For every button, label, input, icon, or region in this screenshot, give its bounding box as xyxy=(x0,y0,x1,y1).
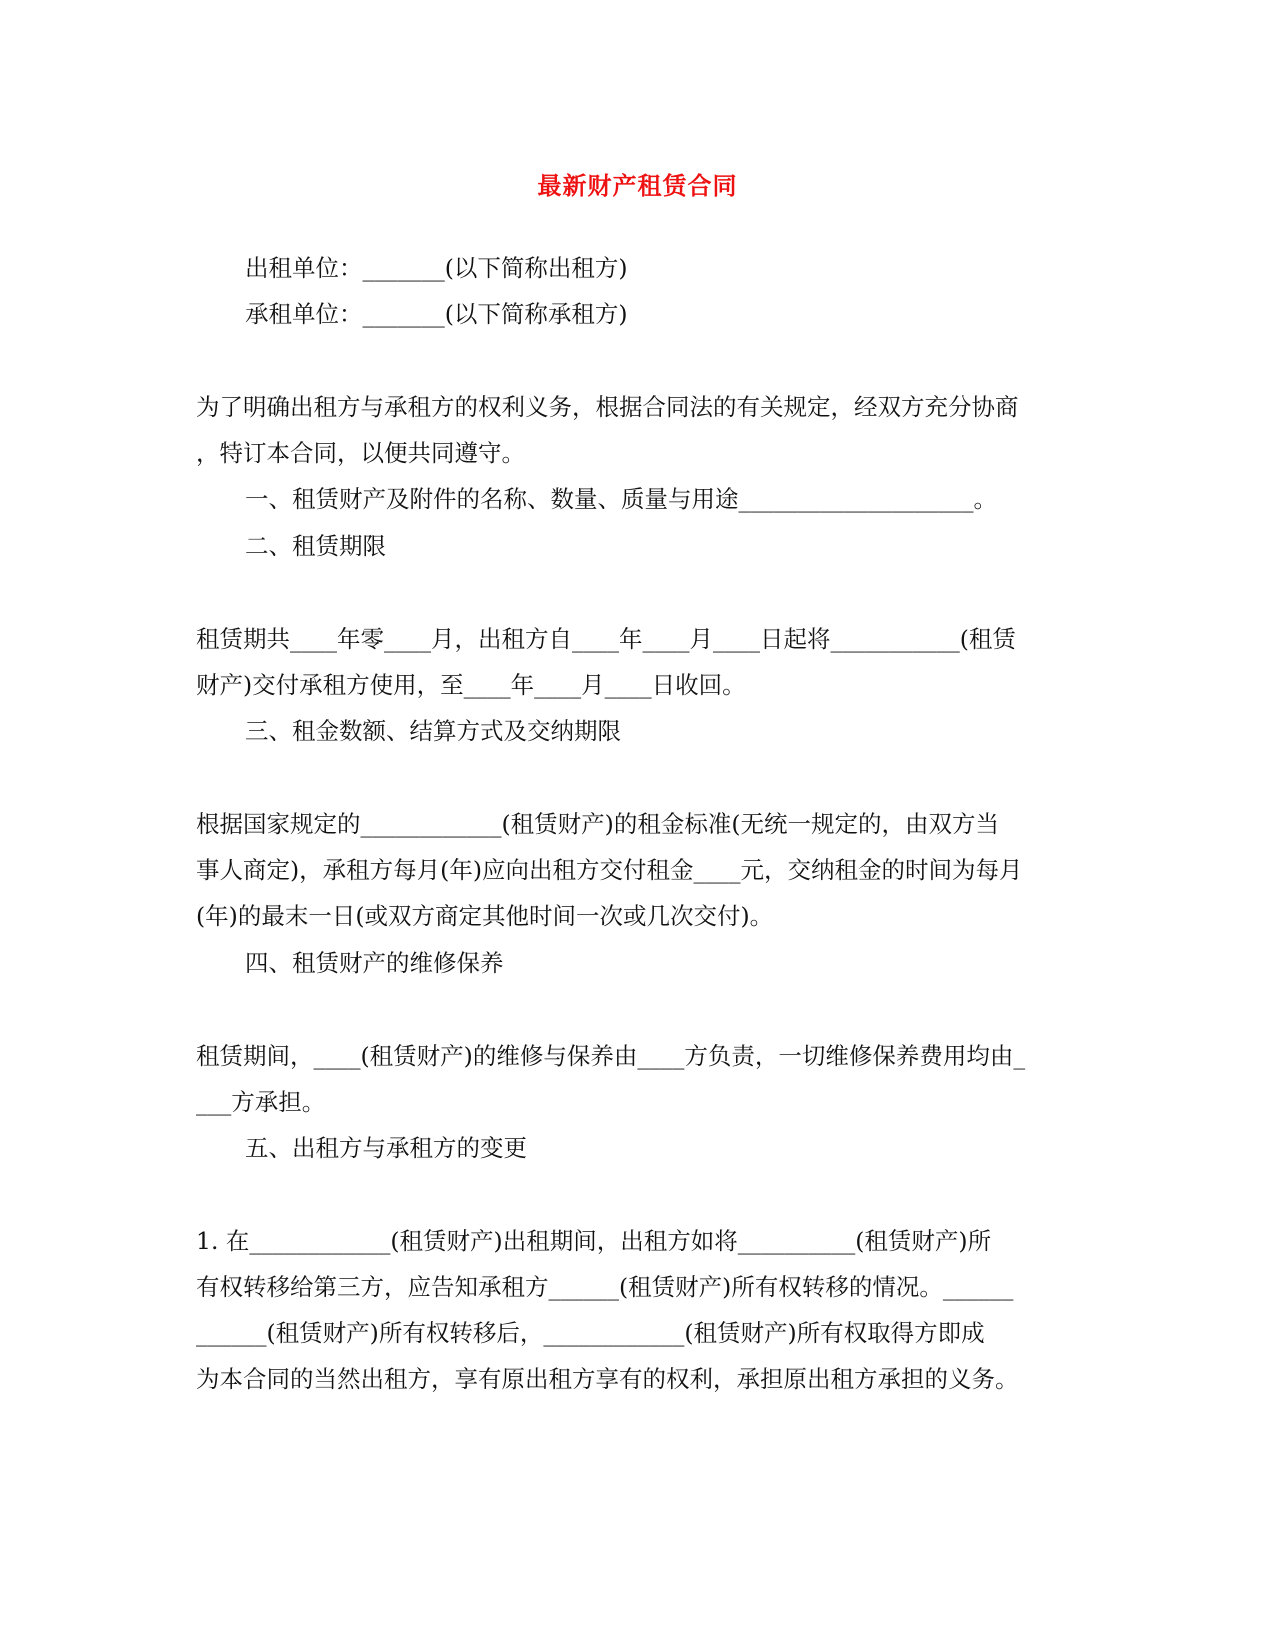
section-3-line-1: 根据国家规定的____________(租赁财产)的租金标准(无统一规定的，由双方当 xyxy=(196,810,1000,838)
section-5-heading: 五、出租方与承租方的变更 xyxy=(245,1134,527,1162)
section-5-line-3: ______(租赁财产)所有权转移后，____________(租赁财产)所有权取得方即成 xyxy=(196,1319,985,1347)
lessee-line: 承租单位：_______(以下简称承租方) xyxy=(245,300,628,328)
section-3-line-3: (年)的最末一日(或双方商定其他时间一次或几次交付)。 xyxy=(196,902,774,930)
section-4-heading: 四、租赁财产的维修保养 xyxy=(245,949,504,977)
section-4-line-1: 租赁期间，____(租赁财产)的维修与保养由____方负责，一切维修保养费用均由_ xyxy=(196,1042,1026,1070)
preamble-line-1: 为了明确出租方与承租方的权利义务，根据合同法的有关规定，经双方充分协商 xyxy=(196,393,1019,421)
section-2-heading: 二、租赁期限 xyxy=(245,532,386,560)
section-5-line-4: 为本合同的当然出租方，享有原出租方享有的权利，承担原出租方承担的义务。 xyxy=(196,1365,1019,1393)
section-4-line-2: ___方承担。 xyxy=(196,1088,326,1116)
section-1-heading: 一、租赁财产及附件的名称、数量、质量与用途____________________。 xyxy=(245,485,997,513)
lessor-line: 出租单位：_______(以下简称出租方) xyxy=(245,254,628,282)
section-3-heading: 三、租金数额、结算方式及交纳期限 xyxy=(245,717,621,745)
section-2-line-2: 财产)交付承租方使用，至____年____月____日收回。 xyxy=(196,671,746,699)
section-5-line-2: 有权转移给第三方，应告知承租方______(租赁财产)所有权转移的情况。______ xyxy=(196,1273,1014,1301)
section-2-line-1: 租赁期共____年零____月，出租方自____年____月____日起将___________(租赁 xyxy=(196,625,1016,653)
document-title: 最新财产租赁合同 xyxy=(537,172,738,200)
section-5-line-1: 1. 在____________(租赁财产)出租期间，出租方如将__________(租赁财产)所 xyxy=(196,1227,992,1255)
preamble-line-2: ，特订本合同，以便共同遵守。 xyxy=(196,439,525,467)
section-3-line-2: 事人商定)，承租方每月(年)应向出租方交付租金____元，交纳租金的时间为每月 xyxy=(196,856,1023,884)
